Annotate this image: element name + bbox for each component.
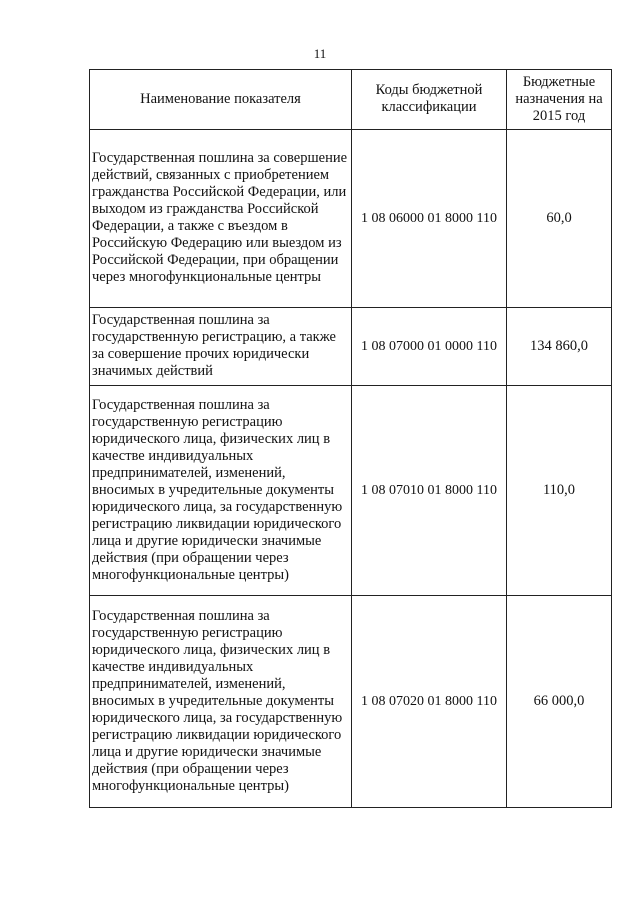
budget-table (89, 69, 612, 808)
page-number: 11 (313, 46, 327, 61)
row-name: Государственная пошлина за государственную регистрацию юридического лица, физических лиц в качестве индивидуальных предпринимателей, изменений, вносимых в учредительные документы юридического лица, за государственную регистрацию ликвидации юридического лица и другие юридически значимые действия (при обращении через многофункциональные центры) (90, 386, 352, 596)
row-code: 1 08 06000 01 8000 110 (352, 130, 507, 308)
row-amount: 134 860,0 (507, 308, 612, 386)
row-amount: 60,0 (507, 130, 612, 308)
table-row (90, 596, 612, 808)
table-row (90, 386, 612, 596)
row-code: 1 08 07010 01 8000 110 (352, 386, 507, 596)
header-code: Коды бюджетной классификации (352, 70, 507, 130)
table-header-row (90, 70, 612, 130)
header-name: Наименование показателя (90, 70, 352, 130)
row-code: 1 08 07020 01 8000 110 (352, 596, 507, 808)
row-name: Государственная пошлина за государственную регистрацию юридического лица, физических лиц в качестве индивидуальных предпринимателей, изменений, вносимых в учредительные документы юридического лица, за государственную регистрацию ликвидации юридического лица и другие юридически значимые действия (при обращении через многофункциональные центры) (90, 596, 352, 808)
table-row (90, 130, 612, 308)
header-amount: Бюджетные назначения на 2015 год (507, 70, 612, 130)
row-amount: 66 000,0 (507, 596, 612, 808)
table-row (90, 308, 612, 386)
row-name: Государственная пошлина за совершение действий, связанных с приобретением гражданства Российской Федерации, или выходом из гражданства Российской Федерации, а также с въездом в Российскую Федерацию или выездом из Российской Федерации, при обращении через многофункциональные центры (90, 130, 352, 308)
row-code: 1 08 07000 01 0000 110 (352, 308, 507, 386)
row-amount: 110,0 (507, 386, 612, 596)
row-name: Государственная пошлина за государственную регистрацию, а также за совершение прочих юридически значимых действий (90, 308, 352, 386)
